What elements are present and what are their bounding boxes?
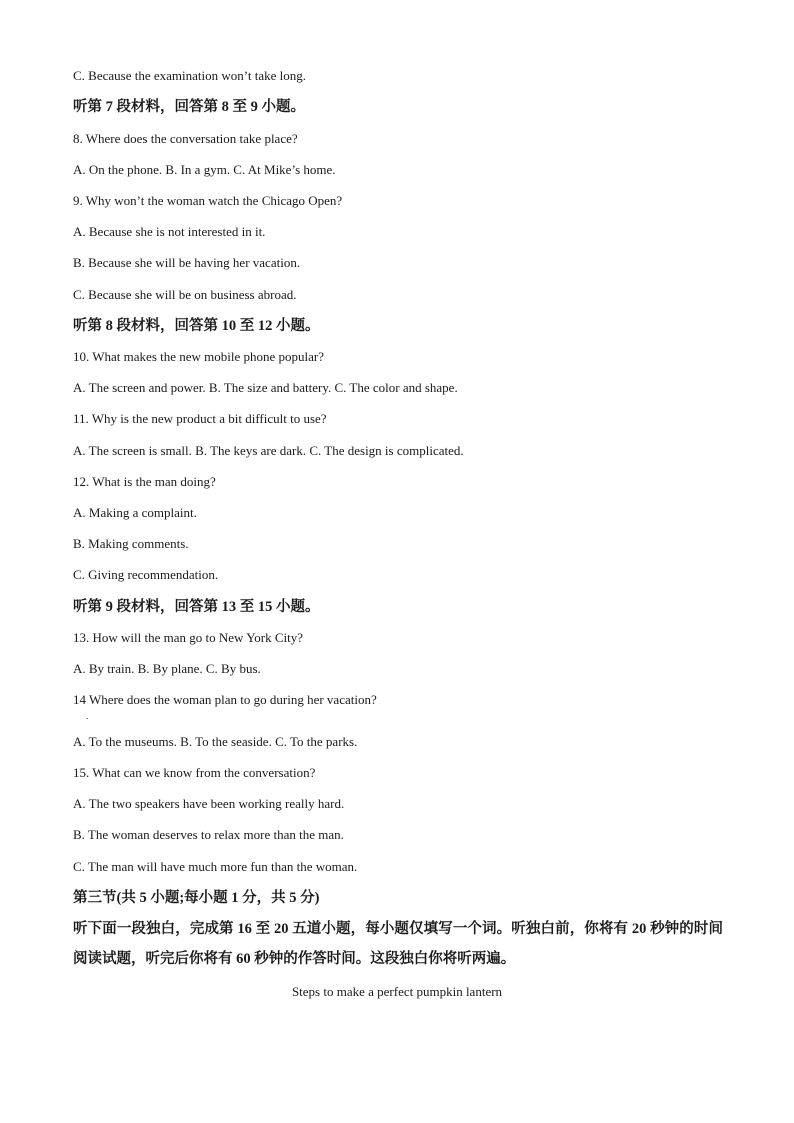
question-11: 11. Why is the new product a bit difficult to use? (73, 411, 327, 426)
section-heading-7: 听第 7 段材料，回答第 8 至 9 小题。 (73, 99, 305, 115)
question-8-options: A. On the phone. B. In a gym. C. At Mike’s home. (73, 162, 336, 177)
q15-option-a: A. The two speakers have been working really hard. (73, 796, 345, 811)
section-heading-9: 听第 9 段材料，回答第 13 至 15 小题。 (73, 599, 320, 615)
q7-option-c: C. Because the examination won’t take long. (73, 68, 306, 83)
stray-dot: . (86, 711, 89, 721)
q15-option-c: C. The man will have much more fun than the woman. (73, 859, 358, 874)
question-12: 12. What is the man doing? (73, 474, 216, 489)
section-three-heading: 第三节(共 5 小题;每小题 1 分，共 5 分) (73, 890, 320, 906)
q9-option-c: C. Because she will be on business abroad. (73, 287, 297, 302)
question-13: 13. How will the man go to New York City? (73, 630, 304, 645)
question-13-options: A. By train. B. By plane. C. By bus. (73, 661, 261, 676)
section-three-instructions: 听下面一段独白，完成第 16 至 20 五道小题，每小题仅填写一个词。听独白前，你将有 20 秒钟的时间阅读试题，听完后你将有 60 秒钟的作答时间。这段独白你将听两遍。 (73, 921, 723, 967)
section-heading-8: 听第 8 段材料，回答第 10 至 12 小题。 (73, 318, 320, 334)
q15-option-b: B. The woman deserves to relax more than the man. (73, 827, 344, 842)
question-14-options: A. To the museums. B. To the seaside. C. To the parks. (73, 734, 358, 749)
q9-option-b: B. Because she will be having her vacation. (73, 255, 301, 270)
question-8: 8. Where does the conversation take place? (73, 131, 298, 146)
q12-option-b: B. Making comments. (73, 536, 189, 551)
question-10-options: A. The screen and power. B. The size and battery. C. The color and shape. (73, 380, 458, 395)
question-15: 15. What can we know from the conversation? (73, 765, 316, 780)
question-10: 10. What makes the new mobile phone popular? (73, 349, 325, 364)
q12-option-c: C. Giving recommendation. (73, 567, 219, 582)
question-9: 9. Why won’t the woman watch the Chicago Open? (73, 193, 343, 208)
q12-option-a: A. Making a complaint. (73, 505, 197, 520)
question-11-options: A. The screen is small. B. The keys are dark. C. The design is complicated. (73, 443, 464, 458)
q9-option-a: A. Because she is not interested in it. (73, 224, 266, 239)
question-14: 14 Where does the woman plan to go during her vacation? (73, 692, 377, 707)
passage-title: Steps to make a perfect pumpkin lantern (291, 984, 503, 999)
